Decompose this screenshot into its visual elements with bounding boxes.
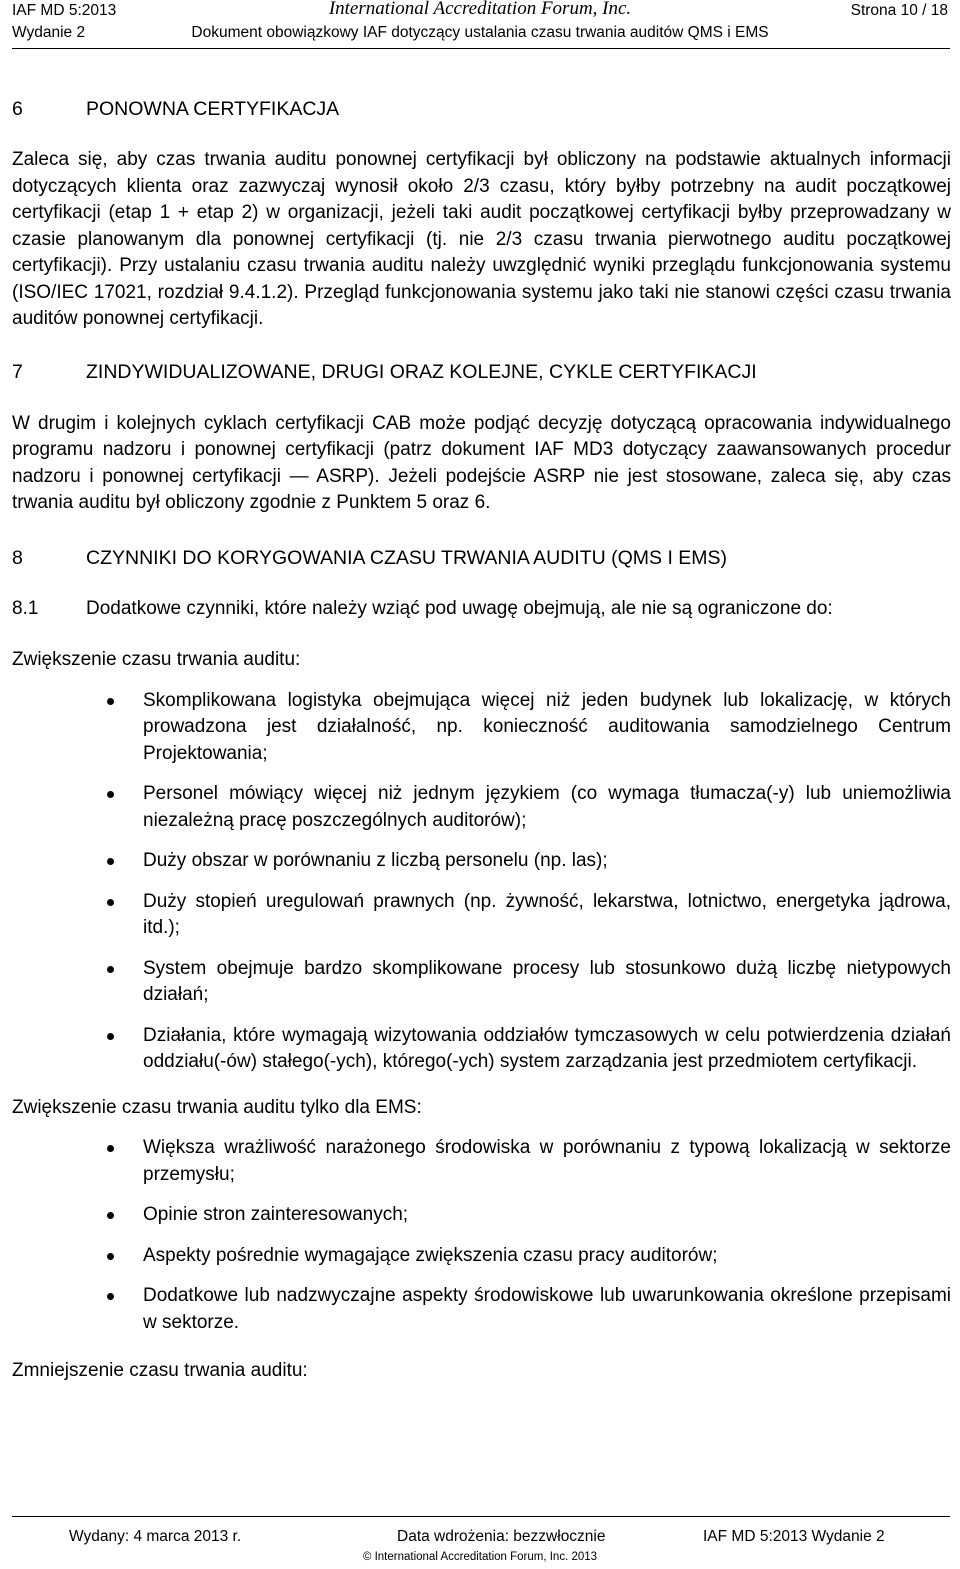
- section-number: 7: [12, 360, 23, 383]
- bullet-icon: [86, 956, 143, 1009]
- bullet-text: Działania, które wymagają wizytowania oddziałów tymczasowych w celu potwierdzenia działań oddziału(-ów) stałego(-ych), którego(-ych) system zarządzania jest przedmiotem certyfikacji.: [143, 1024, 951, 1072]
- footer-divider: [12, 1516, 950, 1517]
- ems-list: [12, 1135, 951, 1336]
- bullet-item: [86, 848, 951, 875]
- page-body: [12, 96, 951, 1385]
- bullet-item: [86, 1202, 951, 1229]
- bullet-icon: [86, 1023, 143, 1076]
- footer-issued: Wydany: 4 marca 2013 r.: [69, 1528, 242, 1545]
- bullet-item: [86, 688, 951, 768]
- increase-list: [12, 688, 951, 1076]
- header-doc-id: IAF MD 5:2013: [12, 2, 117, 19]
- section-7-heading: [12, 359, 951, 385]
- bullet-icon: [86, 688, 143, 768]
- footer-copyright: © International Accreditation Forum, Inc. 2013: [362, 1551, 598, 1563]
- decrease-heading: Zmniejszenie czasu trwania auditu:: [12, 1360, 308, 1381]
- bullet-item: [86, 1135, 951, 1188]
- section-8-heading: [12, 545, 951, 571]
- bullet-item: [86, 1283, 951, 1336]
- section-6-paragraph: Zaleca się, aby czas trwania auditu ponownej certyfikacji był obliczony na podstawie aktualnych informacji dotyczących klienta oraz zazwyczaj wynosił około 2/3 czasu, który byłby potrzebny na audit początkowej certyfikacji (etap 1 + etap 2) w organizacji, jeżeli taki audit początkowej certyfikacji byłby przeprowadzany w czasie planowanym dla ponownej certyfikacji (tj. nie 2/3 czasu trwania pierwotnego auditu początkowej certyfikacji). Przy ustalaniu czasu trwania auditu należy uwzględnić wyniki przeglądu funkcjonowania systemu (ISO/IEC 17021, rozdział 9.4.1.2). Przegląd funkcjonowania systemu jako taki nie stanowi części czasu trwania auditów ponownej certyfikacji.: [12, 149, 951, 329]
- bullet-item: [86, 1023, 951, 1076]
- bullet-icon: [86, 781, 143, 834]
- bullet-item: [86, 1243, 951, 1270]
- bullet-icon: [86, 1135, 143, 1188]
- bullet-icon: [86, 848, 143, 875]
- bullet-icon: [86, 1243, 143, 1270]
- footer-effective: Data wdrożenia: bezzwłocznie: [397, 1528, 606, 1545]
- bullet-item: [86, 956, 951, 1009]
- clause-number: 8.1: [12, 597, 39, 619]
- bullet-text: Aspekty pośrednie wymagające zwiększenia czasu pracy auditorów;: [143, 1244, 718, 1266]
- bullet-text: Duży stopień uregulowań prawnych (np. żywność, lekarstwa, lotnictwo, energetyka jądrowa, itd.);: [143, 890, 951, 938]
- bullet-item: [86, 781, 951, 834]
- header-page-label: Strona 10 / 18: [850, 2, 948, 19]
- section-title: ZINDYWIDUALIZOWANE, DRUGI ORAZ KOLEJNE, CYKLE CERTYFIKACJI: [86, 360, 757, 383]
- header-org-name: International Accreditation Forum, Inc.: [328, 0, 632, 19]
- bullet-icon: [86, 889, 143, 942]
- section-6-heading: [12, 96, 951, 122]
- clause-text: Dodatkowe czynniki, które należy wziąć pod uwagę obejmują, ale nie są ograniczone do:: [86, 597, 833, 619]
- bullet-text: Duży obszar w porównaniu z liczbą personelu (np. las);: [143, 850, 608, 871]
- header-divider: [12, 48, 950, 49]
- footer-doc-edition: IAF MD 5:2013 Wydanie 2: [703, 1528, 885, 1545]
- ems-heading: Zwiększenie czasu trwania auditu tylko dla EMS:: [12, 1096, 422, 1118]
- clause-8-1: [12, 596, 951, 623]
- section-title: CZYNNIKI DO KORYGOWANIA CZASU TRWANIA AUDITU (QMS I EMS): [86, 546, 728, 569]
- bullet-text: Większa wrażliwość narażonego środowiska w porównaniu z typową lokalizacją w sektorze przemysłu;: [143, 1137, 951, 1185]
- bullet-text: Dodatkowe lub nadzwyczajne aspekty środowiskowe lub uwarunkowania określone przepisami w sektorze.: [143, 1285, 951, 1333]
- bullet-icon: [86, 1283, 143, 1336]
- section-title: PONOWNA CERTYFIKACJA: [86, 98, 340, 120]
- bullet-text: Opinie stron zainteresowanych;: [143, 1204, 409, 1225]
- bullet-text: System obejmuje bardzo skomplikowane procesy lub stosunkowo dużą liczbę nietypowych działań;: [143, 957, 951, 1005]
- section-number: 6: [12, 98, 23, 120]
- header-edition: Wydanie 2: [12, 24, 86, 41]
- section-7-paragraph: W drugim i kolejnych cyklach certyfikacji CAB może podjąć decyzję dotyczącą opracowania indywidualnego programu nadzoru i ponownej certyfikacji (patrz dokument IAF MD3 dotyczący zaawansowanych procedur nadzoru i ponownej certyfikacji — ASRP). Jeżeli podejście ASRP nie jest stosowane, zaleca się, aby czas trwania auditu był obliczony zgodnie z Punktem 5 oraz 6.: [12, 412, 951, 513]
- section-number: 8: [12, 546, 23, 569]
- header-doc-title: Dokument obowiązkowy IAF dotyczący ustalania czasu trwania auditów QMS i EMS: [191, 24, 769, 41]
- bullet-item: [86, 889, 951, 942]
- bullet-text: Personel mówiący więcej niż jednym językiem (co wymaga tłumacza(-y) lub uniemożliwia niezależną pracę poszczególnych auditorów);: [143, 783, 951, 831]
- bullet-text: Skomplikowana logistyka obejmująca więcej niż jeden budynek lub lokalizację, w których prowadzona jest działalność, np. konieczność auditowania samodzielnego Centrum Projektowania;: [143, 689, 951, 764]
- bullet-icon: [86, 1202, 143, 1229]
- increase-heading: Zwiększenie czasu trwania auditu:: [12, 649, 301, 670]
